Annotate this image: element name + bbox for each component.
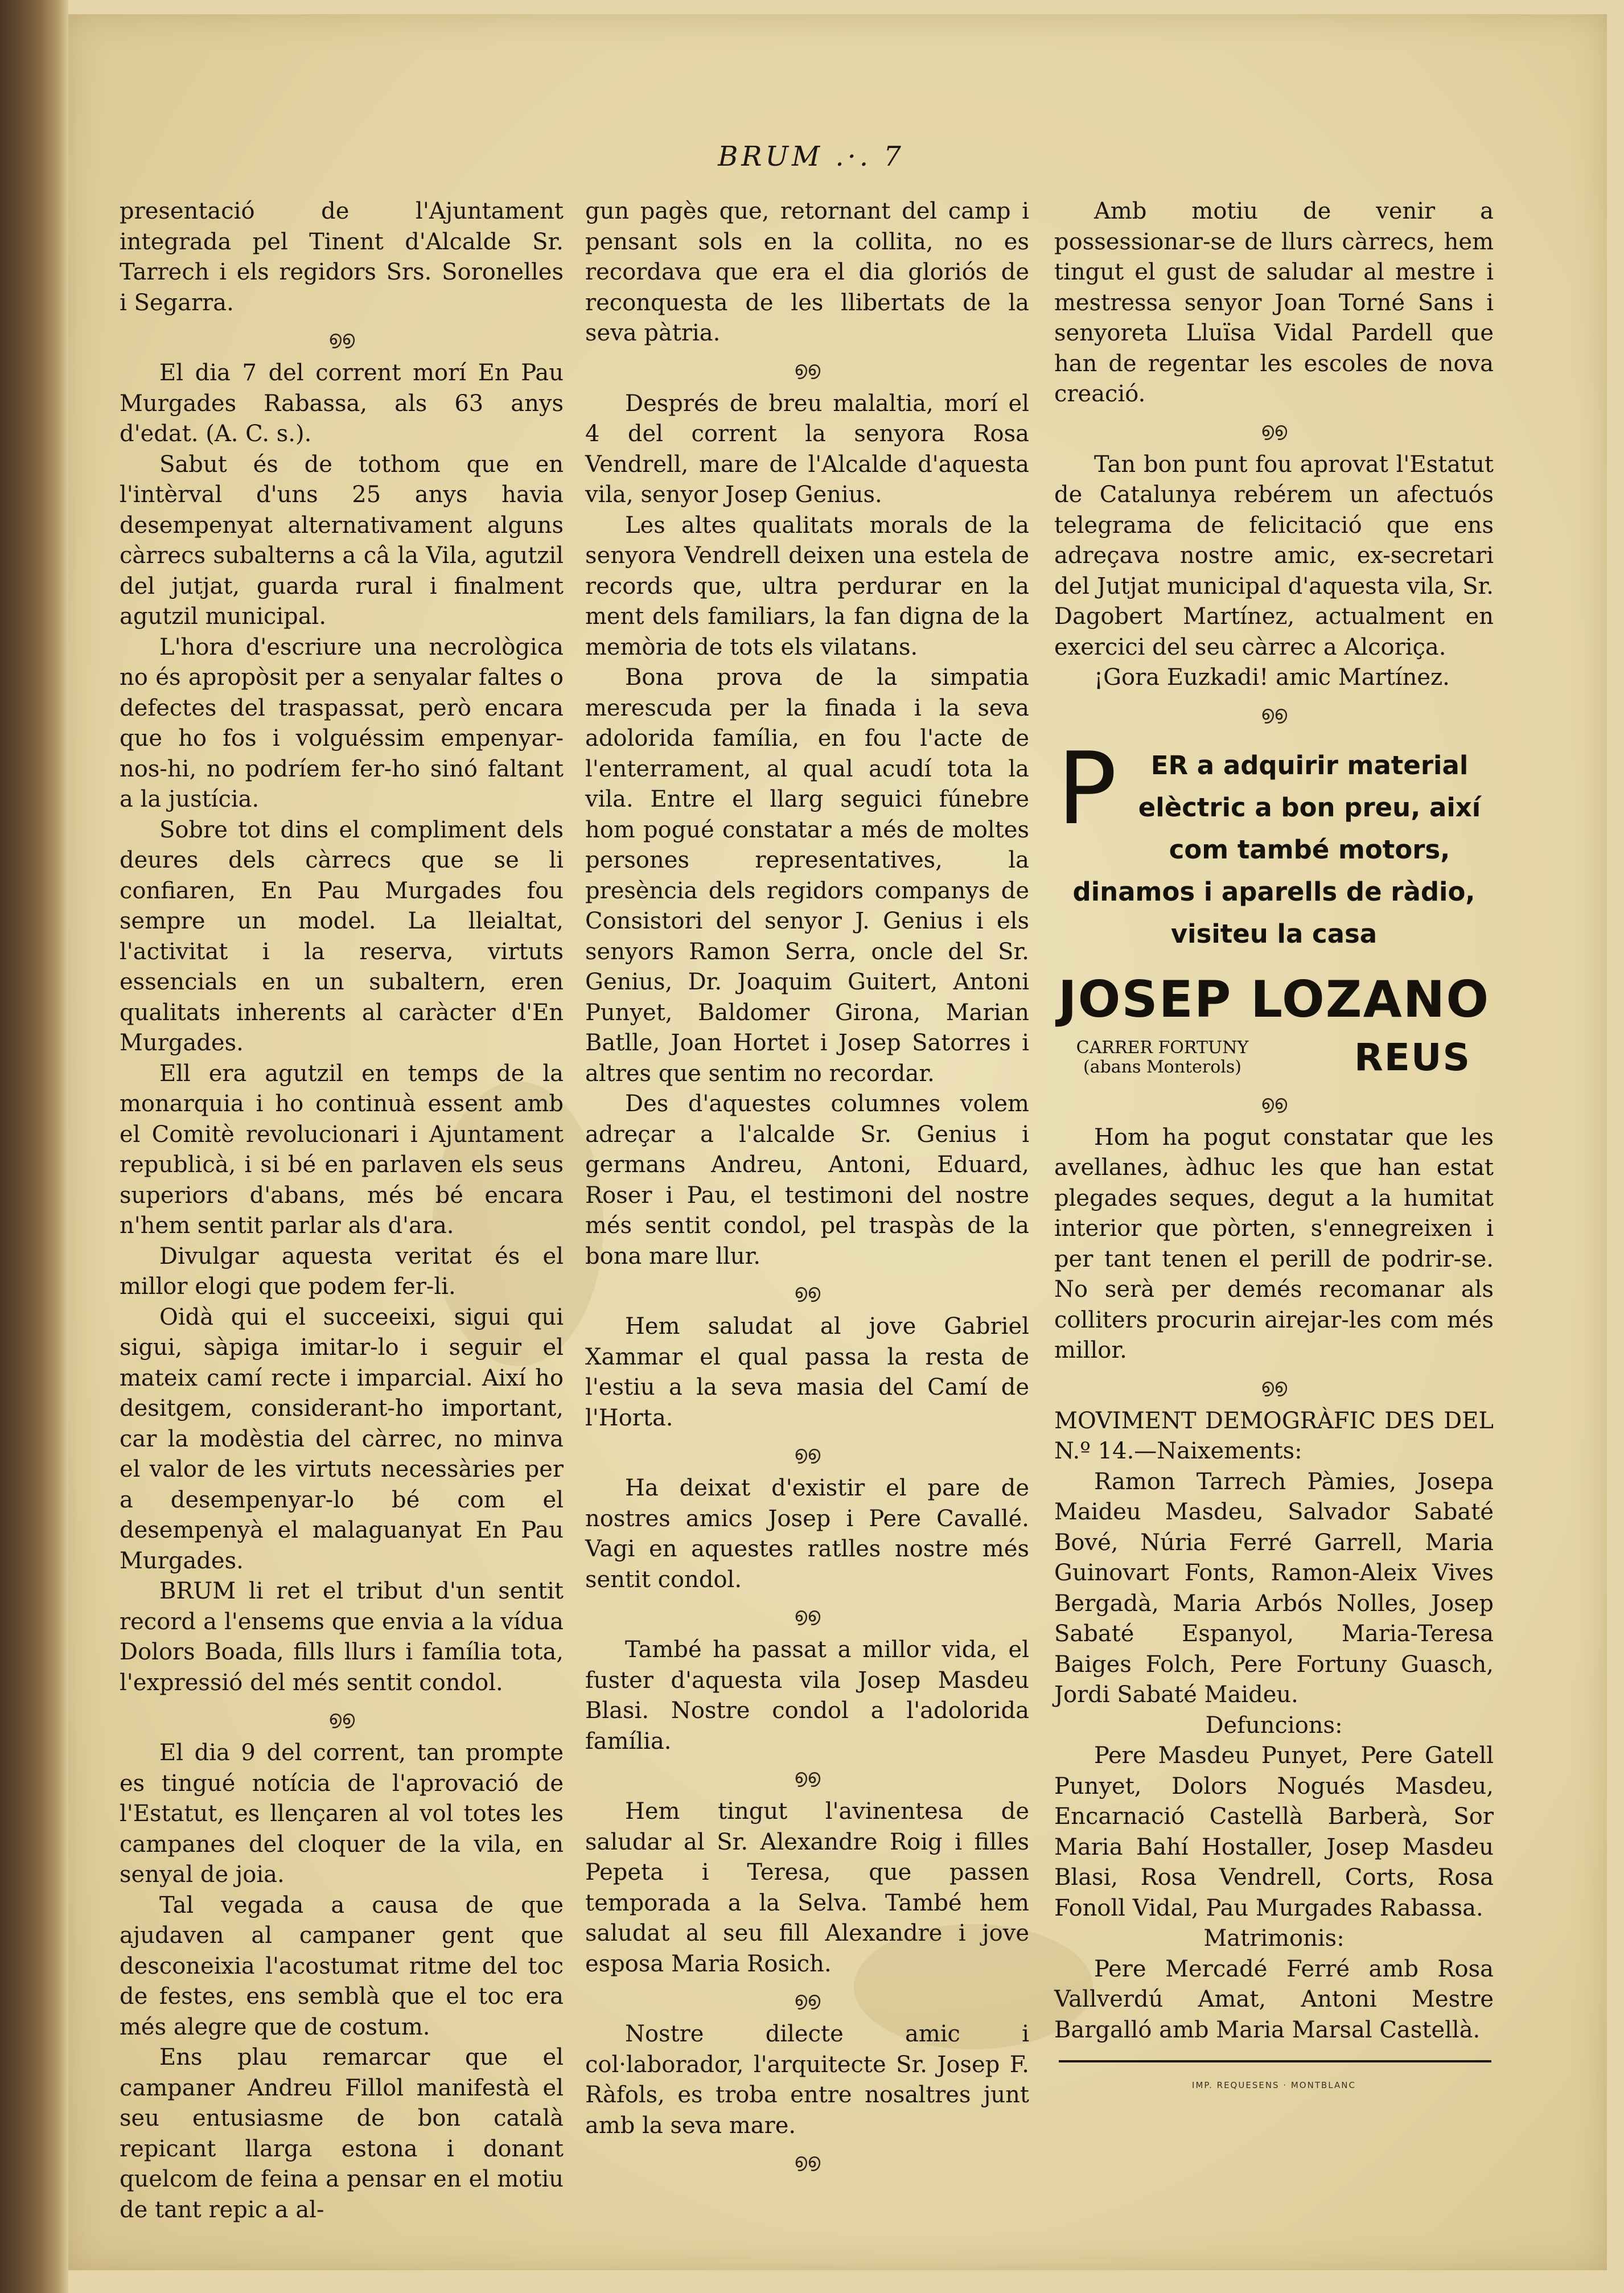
births-list: Ramon Tarrech Pàmies, Josepa Maideu Masdeu, Salvador Sabaté Bové, Núria Ferré Garrell, Maria Guinovart Fonts, Ramon-Aleix Vives Bergadà, Maria Arbós Nolles, Josep Sabaté Espanyol, Maria-Teresa Baiges Folch, Pere Fortuny Guasch, Jordi Sabaté Maideu. — [1054, 1468, 1494, 1708]
ornament-icon: ൭൭ — [1260, 1374, 1288, 1398]
ad-dropcap: P — [1056, 731, 1117, 847]
demographic-title: MOVIMENT DEMOGRÀFIC DES DEL N.º 14.—Naixements: — [1054, 1407, 1494, 1464]
paragraph: Hem tingut l'avinentesa de saludar al Sr. Alexandre Roig i filles Pepeta i Teresa, que passen temporada a la Selva. També hem saludat al seu fill Alexandre i jove esposa Maria Rosich. — [585, 1798, 1029, 1977]
paragraph: Les altes qualitats morals de la senyora Vendrell deixen una estela de records que, ultra perdurar en la ment dels familiars, la fan digna de la memòria de tots els vilatans. — [585, 512, 1029, 660]
ornament-icon: ൭൭ — [328, 327, 355, 350]
ad-street: CARRER FORTUNY — [1076, 1037, 1249, 1058]
paragraph: Sabut és de tothom que en l'intèrval d'uns 25 anys havia desempenyat alternativament alguns càrrecs subalterns a câ la Vila, agutzil del jutjat, guarda rural i finalment agutzil municipal. — [120, 451, 564, 630]
ad-street-old: (abans Monterols) — [1083, 1057, 1241, 1077]
marriages-heading: Matrimonis: — [1203, 1925, 1345, 1951]
ornament-icon: ൭൭ — [794, 1765, 821, 1788]
paragraph: presentació de l'Ajuntament integrada pel Tinent d'Alcalde Sr. Tarrech i els regidors Srs. Soronelles i Segarra. — [120, 198, 564, 316]
ornament-icon: ൭൭ — [794, 357, 821, 380]
ad-business-name: JOSEP LOZANO — [1058, 969, 1490, 1029]
book-binding — [0, 0, 68, 2293]
paragraph: El dia 9 del corrent, tan prompte es tingué notícia de l'aprovació de l'Estatut, es llençaren al vol totes les campanes del cloquer de la vila, en senyal de joia. — [120, 1740, 564, 1888]
paragraph: Amb motiu de venir a possessionar-se de llurs càrrecs, hem tingut el gust de saludar al mestre i mestressa senyor Joan Torné Sans i senyoreta Lluïsa Vidal Pardell que han de regentar les escoles de nova creació. — [1054, 198, 1494, 407]
ornament-icon: ൭൭ — [1260, 418, 1288, 441]
paragraph: Bona prova de la simpatia merescuda per la finada i la seva adolorida família, en fou l'acte de l'enterrament, al qual acudí tota la vila. Entre el llarg seguici fúnebre hom pogué constatar a més de moltes persones representatives, la presència dels regidors companys de Consistori del senyor J. Genius i els senyors Ramon Serra, oncle del Sr. Genius, Dr. Joaquim Guitert, Antoni Punyet, Baldomer Girona, Marian Batlle, Joan Hortet i Josep Satorres i altres que sentim no recordar. — [585, 664, 1029, 1087]
running-header: BRUM .·. 7 — [718, 141, 904, 172]
paragraph: Oidà qui el succeeixi, sigui qui sigui, sàpiga imitar-lo i seguir el mateix camí recte i imparcial. Així ho desitgem, considerant-ho important, car la modèstia del càrrec, no minva el valor de les virtuts necessàries per a desempenyar-lo bé com el desempenyà el malaguanyat En Pau Murgades. — [120, 1304, 564, 1574]
paragraph: Ell era agutzil en temps de la monarquia i ho continuà essent amb el Comitè revolucionari i Ajuntament republicà, i si bé en parlaven els seus superiors d'abans, més bé encara n'hem sentit parlar als d'ara. — [120, 1060, 564, 1239]
deaths-heading: Defuncions: — [1205, 1712, 1343, 1739]
ad-address — [1054, 1035, 1494, 1079]
ornament-icon: ൭൭ — [794, 1280, 821, 1303]
paragraph: Des d'aquestes columnes volem adreçar a l'alcalde Sr. Genius i germans Andreu, Antoni, Eduard, Roser i Pau, el testimoni del nostre més sentit condol, pel traspàs de la bona mare llur. — [585, 1091, 1029, 1269]
paragraph: Hem saludat al jove Gabriel Xammar el qual passa la resta de l'estiu a la seva masia del Camí de l'Horta. — [585, 1313, 1029, 1431]
ornament-icon: ൭൭ — [794, 1442, 821, 1465]
paragraph: El dia 7 del corrent morí En Pau Murgades Rabassa, als 63 anys d'edat. (A. C. s.). — [120, 360, 564, 447]
advertisement — [1054, 731, 1494, 1079]
paragraph: Nostre dilecte amic i col·laborador, l'arquitecte Sr. Josep F. Ràfols, es troba entre nosaltres junt amb la seva mare. — [585, 2021, 1029, 2139]
printer-imprint: IMP. REQUESENS · MONTBLANC — [1192, 2080, 1356, 2090]
ad-text-block — [1054, 731, 1494, 955]
ad-street-block — [1054, 1038, 1271, 1077]
paragraph: Ha deixat d'existir el pare de nostres amics Josep i Pere Cavallé. Vagi en aquestes ratlles nostre més sentit condol. — [585, 1475, 1029, 1593]
paragraph: Tal vegada a causa de que ajudaven al campaner gent que desconeixia l'acostumat ritme del toc de festes, ens semblà que el toc era més alegre que de costum. — [120, 1892, 564, 2040]
paragraph: BRUM li ret el tribut d'un sentit record a l'ensems que envia a la vídua Dolors Boada, fills llurs i família tota, l'expressió del més sentit condol. — [120, 1578, 564, 1696]
ornament-icon: ൭൭ — [794, 1604, 821, 1626]
marriages-list: Pere Mercadé Ferré amb Rosa Vallverdú Amat, Antoni Mestre Bargalló amb Maria Marsal Castellà. — [1054, 1955, 1494, 2043]
column-2 — [585, 196, 1029, 2181]
column-1 — [120, 196, 564, 2225]
paragraph: L'hora d'escriure una necrològica no és apropòsit per a senyalar faltes o defectes del traspassat, però encara que ho fos i volguéssim empenyar-nos-hi, no podríem fer-ho sinó faltant a la justícia. — [120, 634, 564, 812]
paragraph: Sobre tot dins el compliment dels deures dels càrrecs que se li confiaren, En Pau Murgades fou sempre un model. La lleialtat, l'activitat i la reserva, virtuts essencials en un subaltern, eren qualitats inherents al caràcter d'En Murgades. — [120, 816, 564, 1056]
closing-rule — [1059, 2060, 1491, 2062]
ornament-icon: ൭൭ — [794, 2150, 821, 2172]
ad-text: ER a adquirir material elèctric a bon preu, així com també motors, dinamos i aparells de ràdio, visiteu la casa — [1072, 750, 1481, 949]
ornament-icon: ൭൭ — [794, 1988, 821, 2011]
paragraph: Tan bon punt fou aprovat l'Estatut de Catalunya rebérem un afectuós telegrama de felicitació que ens adreçava nostre amic, ex-secretari del Jutjat municipal d'aquesta vila, Sr. Dagobert Martínez, actualment en exercici del seu càrrec a Alcoriça. — [1054, 451, 1494, 660]
paragraph: gun pagès que, retornant del camp i pensant sols en la collita, no es recordava que era el dia gloriós de reconquesta de les llibertats de la seva pàtria. — [585, 198, 1029, 346]
paragraph: També ha passat a millor vida, el fuster d'aquesta vila Josep Masdeu Blasi. Nostre condol a l'adolorida família. — [585, 1637, 1029, 1754]
paragraph: Hom ha pogut constatar que les avellanes, àdhuc les que han estat plegades seques, degut a la humitat interior que pòrten, s'ennegreixen i per tant tenen el perill de podrir-se. No serà per demés recomanar als colliters procurin airejar-les com més millor. — [1054, 1124, 1494, 1363]
ornament-icon: ൭൭ — [1260, 701, 1288, 725]
ornament-icon: ൭൭ — [328, 1707, 355, 1729]
ornament-icon: ൭൭ — [1260, 1091, 1288, 1114]
paragraph: Després de breu malaltia, morí el 4 del corrent la senyora Rosa Vendrell, mare de l'Alcalde d'aquesta vila, senyor Josep Genius. — [585, 390, 1029, 508]
paragraph: Ens plau remarcar que el campaner Andreu Fillol manifestà el seu entusiasme de bon català repicant llarga estona i donant quelcom de feina a pensar en el motiu de tant repic a al- — [120, 2044, 564, 2223]
ad-city: REUS — [1354, 1035, 1471, 1079]
column-3 — [1054, 196, 1494, 2101]
deaths-list: Pere Masdeu Punyet, Pere Gatell Punyet, Dolors Nogués Masdeu, Encarnació Castellà Barberà, Sor Maria Bahí Hostaller, Josep Masdeu Blasi, Rosa Vendrell, Corts, Rosa Fonoll Vidal, Pau Murgades Rabassa. — [1054, 1743, 1494, 1921]
paragraph: Divulgar aquesta veritat és el millor elogi que podem fer-li. — [120, 1243, 564, 1300]
paragraph: ¡Gora Euzkadi! amic Martínez. — [1094, 664, 1450, 691]
